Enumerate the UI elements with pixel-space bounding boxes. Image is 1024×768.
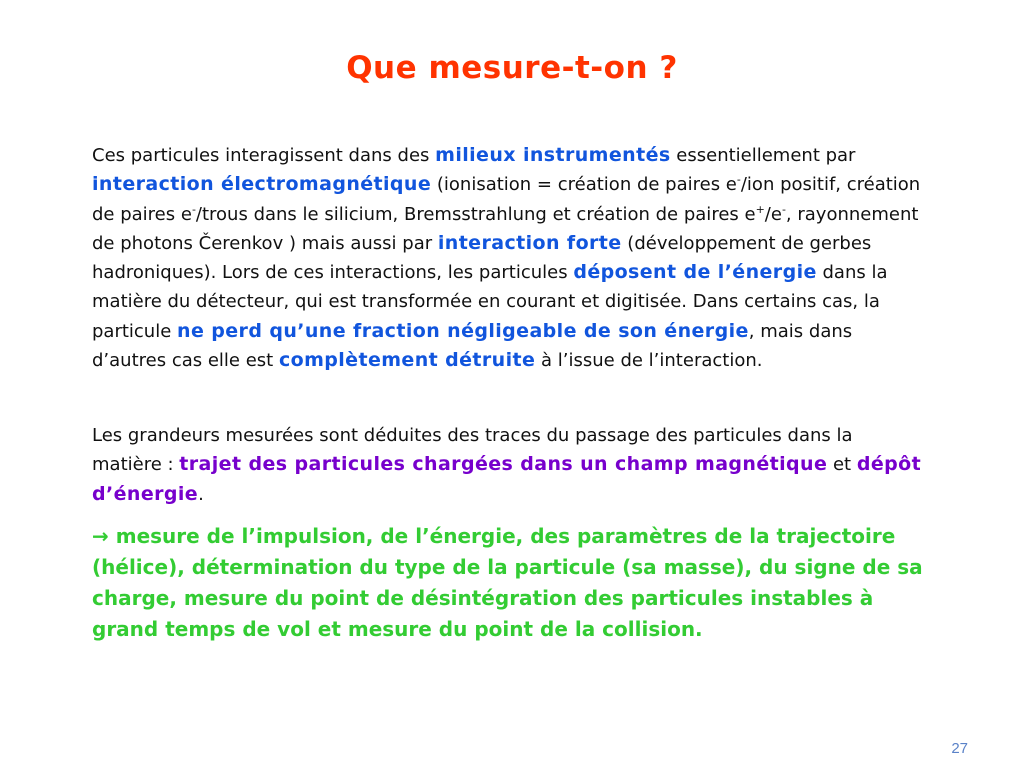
text-run: essentiellement par	[670, 145, 856, 166]
emphasis-interaction-electromagnetique: interaction électromagnétique	[92, 173, 432, 196]
text-run: /trous dans le silicium, Bremsstrahlung et création de paires e	[195, 203, 756, 225]
emphasis-deposent-energie: déposent de l’énergie	[573, 261, 817, 284]
text-run: , rayonnement de photons Čerenkov ) mais aussi par	[92, 203, 919, 254]
text-run: /e	[764, 203, 782, 225]
text-run: /ion positif, création de paires e	[92, 174, 921, 225]
emphasis-trajet-particules: trajet des particules chargées dans un champ magnétique	[179, 453, 828, 476]
emphasis-completement-detruite: complètement détruite	[278, 349, 536, 372]
text-run: Ces particules interagissent dans des	[92, 145, 436, 166]
emphasis-interaction-forte: interaction forte	[437, 231, 622, 254]
text-run: , mais dans d’autres cas elle est	[92, 320, 853, 372]
arrow-icon: →	[92, 524, 109, 548]
page-number: 27	[951, 740, 968, 757]
conclusion-text: mesure de l’impulsion, de l’énergie, des paramètres de la trajectoire (hélice), détermination du type de la particule (sa masse), du signe de sa charge, mesure du point de désintégration des particules instables à grand temps de vol et mesure du point de la collision.	[92, 524, 923, 641]
emphasis-milieux-instrumentes: milieux instrumentés	[435, 144, 671, 166]
text-run: à l’issue de l’interaction.	[535, 350, 763, 372]
emphasis-depot-energie: dépôt d’énergie	[92, 453, 922, 505]
text-run: .	[198, 483, 204, 505]
slide-title: Que mesure-t-on ?	[346, 50, 678, 86]
superscript-minus: -	[736, 173, 741, 187]
superscript-plus: +	[755, 202, 765, 216]
text-run: (développement de gerbes hadroniques). Lors de ces interactions, les particules	[92, 232, 872, 284]
paragraph-interactions	[92, 141, 927, 375]
paragraph-conclusion	[92, 521, 927, 645]
paragraph-grandeurs	[92, 421, 927, 509]
superscript-minus: -	[191, 202, 196, 216]
text-run: Les grandeurs mesurées sont déduites des traces du passage des particules dans la matière :	[92, 425, 853, 476]
text-run: et	[827, 454, 857, 476]
text-run: dans la matière du détecteur, qui est transformée en courant et digitisée. Dans certains cas, la particule	[92, 262, 888, 342]
text-run: (ionisation = création de paires e	[431, 174, 737, 196]
emphasis-fraction-negligeable: ne perd qu’une fraction négligeable de son énergie	[177, 319, 749, 342]
superscript-minus: -	[781, 202, 786, 216]
